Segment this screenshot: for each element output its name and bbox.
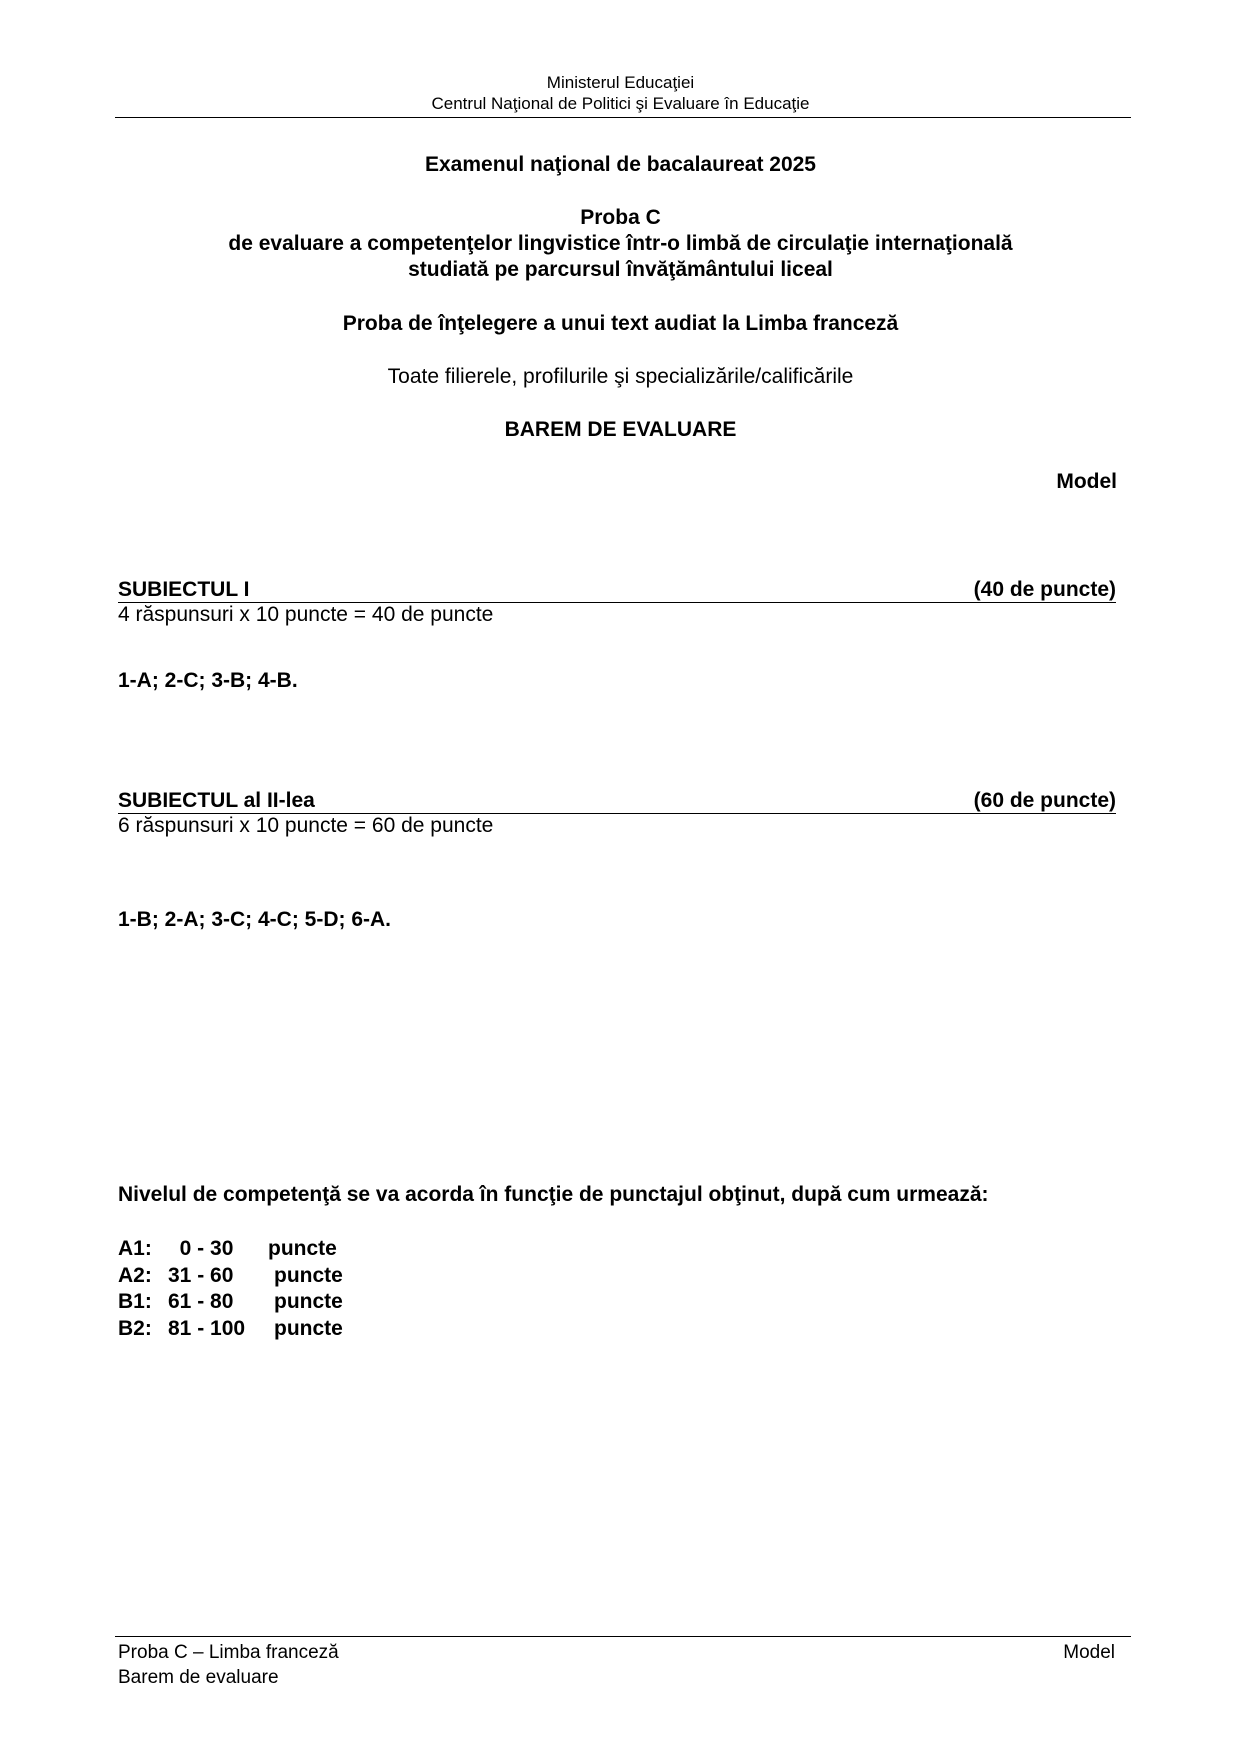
level-row	[118, 1236, 343, 1263]
proba-description-1: de evaluare a competenţelor lingvistice într-o limbă de circulaţie internaţională	[228, 232, 1013, 255]
level-range: 81 - 100	[168, 1316, 246, 1340]
page-header	[0, 72, 1241, 114]
subject-1-formula: 4 răspunsuri x 10 puncte = 40 de puncte	[118, 603, 494, 626]
ministry-name: Ministerul Educaţiei	[546, 73, 695, 92]
level-row	[118, 1316, 343, 1343]
footer-subject: Proba C – Limba franceză	[118, 1642, 339, 1663]
model-label: Model	[1056, 470, 1117, 493]
subject-2-heading-row	[118, 789, 1116, 814]
barem-heading: BAREM DE EVALUARE	[504, 418, 737, 441]
level-code: B1:	[118, 1290, 152, 1313]
subject-2-heading: SUBIECTUL al II-lea	[118, 789, 315, 812]
page-footer	[118, 1640, 339, 1690]
subject-2-formula: 6 răspunsuri x 10 puncte = 60 de puncte	[118, 814, 494, 837]
level-code: B2:	[118, 1316, 152, 1340]
proba-title: Proba C	[580, 206, 661, 229]
filiere-text: Toate filierele, profilurile şi specializările/calificările	[387, 365, 854, 388]
level-code: A2:	[118, 1263, 152, 1287]
level-range: 31 - 60	[168, 1263, 234, 1287]
footer-model-label: Model	[1063, 1642, 1115, 1663]
level-code: A1:	[118, 1237, 152, 1260]
level-unit: puncte	[274, 1263, 343, 1287]
level-range: 61 - 80	[168, 1290, 234, 1313]
level-row	[118, 1263, 343, 1290]
center-name: Centrul Naţional de Politici şi Evaluare în Educaţie	[431, 94, 810, 113]
competence-levels	[118, 1236, 343, 1342]
level-row	[118, 1289, 343, 1316]
footer-divider	[115, 1636, 1131, 1637]
level-unit: puncte	[274, 1316, 343, 1340]
subject-1-answers: 1-A; 2-C; 3-B; 4-B.	[118, 669, 298, 692]
footer-doc-type: Barem de evaluare	[118, 1667, 279, 1688]
header-divider	[115, 117, 1131, 118]
subject-2-points: (60 de puncte)	[973, 789, 1116, 812]
subject-1-points: (40 de puncte)	[973, 578, 1116, 601]
exam-title: Examenul naţional de bacalaureat 2025	[424, 153, 816, 176]
proba-subtitle: Proba de înţelegere a unui text audiat la Limba franceză	[342, 312, 899, 335]
competence-intro: Nivelul de competenţă se va acorda în funcţie de punctajul obţinut, după cum urmează:	[118, 1183, 989, 1206]
level-unit: puncte	[268, 1237, 337, 1260]
subject-2-answers: 1-B; 2-A; 3-C; 4-C; 5-D; 6-A.	[118, 908, 391, 931]
subject-1-heading-row	[118, 578, 1116, 603]
level-range: 0 - 30	[168, 1237, 234, 1260]
subject-1-heading: SUBIECTUL I	[118, 578, 250, 601]
proba-description-2: studiată pe parcursul învăţământului liceal	[408, 258, 833, 281]
level-unit: puncte	[274, 1290, 343, 1313]
